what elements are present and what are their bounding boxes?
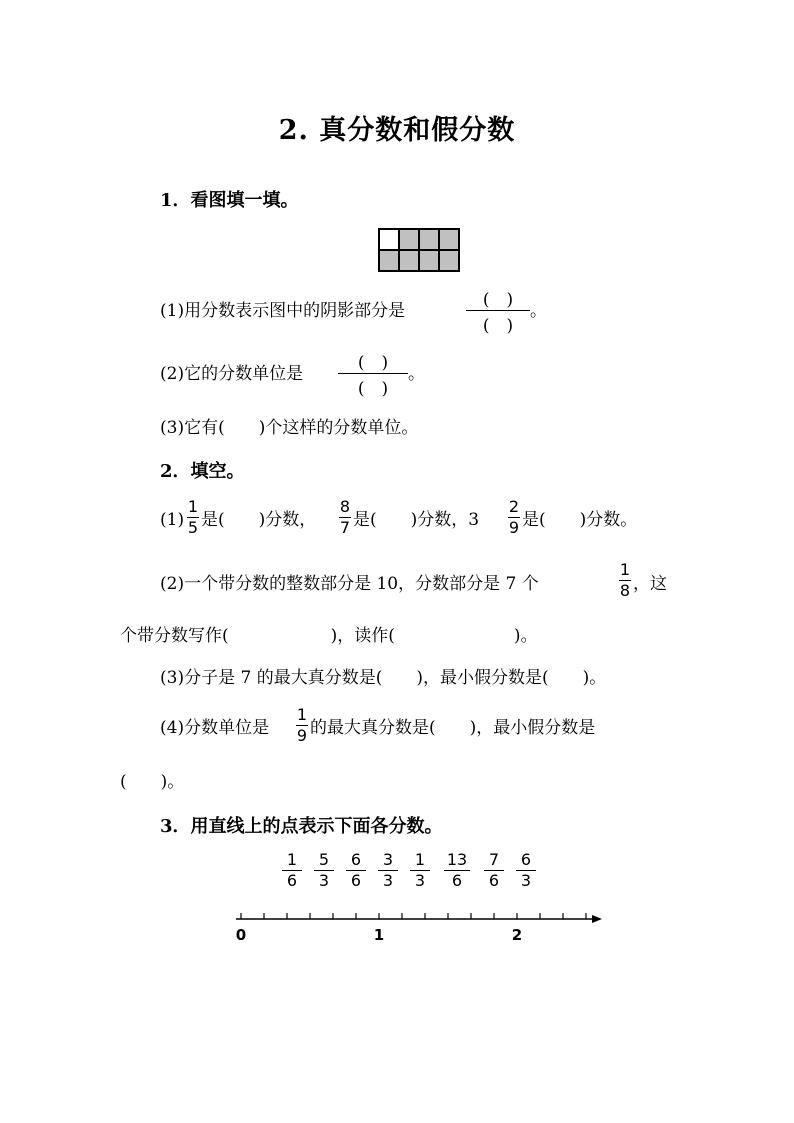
q3-fraction	[516, 850, 536, 891]
grid-cell-shaded	[419, 229, 439, 250]
grid-cell-shaded	[439, 250, 459, 271]
number-line-label-1: 1	[373, 926, 385, 944]
fraction-1-9	[296, 705, 308, 746]
q2-part4-text-b: 的最大真分数是( )，最小假分数是	[310, 718, 596, 738]
q2-part4-text-a: (4)分数单位是	[160, 718, 270, 738]
numerator: 13	[446, 850, 468, 869]
denominator: 5	[187, 518, 199, 537]
fraction-1-5	[187, 497, 199, 538]
denominator: 3	[382, 871, 394, 890]
grid-cell-shaded	[399, 229, 419, 250]
q2-part1-text-b: 是( )分数，	[201, 510, 317, 530]
page-title: 2. 真分数和假分数	[278, 115, 516, 146]
q3-fraction	[282, 850, 302, 891]
fraction-2-9	[508, 497, 520, 538]
numerator: 8	[339, 497, 351, 516]
blank-numerator[interactable]: ( )	[357, 353, 389, 373]
denominator: 7	[339, 518, 351, 537]
q1-part2-text: (2)它的分数单位是	[160, 364, 304, 384]
denominator: 6	[451, 871, 463, 890]
number-line-arrow	[592, 915, 602, 923]
q1-part1-text: (1)用分数表示图中的阴影部分是	[160, 301, 406, 321]
grid-cell-shaded	[399, 250, 419, 271]
blank-denominator[interactable]: ( )	[482, 316, 514, 336]
q2-part1-text-d: 是( )分数。	[522, 510, 638, 530]
numerator: 6	[520, 850, 532, 869]
denominator: 8	[619, 581, 631, 600]
q2-part1-prefix: (1)	[160, 510, 185, 530]
q3-fraction	[378, 850, 398, 891]
q2-part2-line2: 个带分数写作( )，读作( )。	[120, 626, 538, 646]
q2-part4-line2: ( )。	[120, 772, 185, 792]
q1-part3-text: (3)它有( )个这样的分数单位。	[160, 418, 419, 438]
q3-fraction	[410, 850, 430, 891]
numerator: 5	[318, 850, 330, 869]
question-3-label: 3．用直线上的点表示下面各分数。	[160, 816, 443, 837]
denominator: 6	[286, 871, 298, 890]
question-2-label: 2．填空。	[160, 461, 245, 482]
numerator: 3	[382, 850, 394, 869]
blank-numerator[interactable]: ( )	[482, 290, 514, 310]
q1-part1-blank-fraction[interactable]	[466, 285, 530, 336]
q3-fraction	[346, 850, 366, 891]
q1-part1-end: 。	[530, 301, 547, 321]
numerator: 1	[187, 497, 199, 516]
numerator: 1	[414, 850, 426, 869]
q2-part2-text-a: (2)一个带分数的整数部分是 10，分数部分是 7 个	[160, 574, 539, 594]
denominator: 9	[508, 518, 520, 537]
fraction-1-8	[619, 560, 631, 601]
number-line-label-0: 0	[235, 926, 247, 944]
numerator: 6	[350, 850, 362, 869]
denominator: 3	[318, 871, 330, 890]
numerator: 1	[296, 705, 308, 724]
grid-cell-shaded	[439, 229, 459, 250]
numerator: 1	[619, 560, 631, 579]
q1-part2-blank-fraction[interactable]	[338, 348, 408, 399]
q3-fraction	[314, 850, 334, 891]
question-1-label: 1．看图填一填。	[160, 190, 299, 211]
shaded-grid	[378, 228, 460, 272]
denominator: 6	[488, 871, 500, 890]
number-line-ticks	[241, 913, 586, 919]
number-line-label-2: 2	[511, 926, 523, 944]
numerator: 1	[286, 850, 298, 869]
blank-denominator[interactable]: ( )	[357, 379, 389, 399]
grid-cell	[379, 229, 399, 250]
fraction-8-7	[339, 497, 351, 538]
numerator: 2	[508, 497, 520, 516]
grid-cell-shaded	[379, 250, 399, 271]
q2-part1-text-c: 是( )分数，3	[353, 510, 480, 530]
q2-part2-text-b: ，这	[633, 574, 667, 594]
q3-fraction	[484, 850, 504, 891]
denominator: 6	[350, 871, 362, 890]
denominator: 3	[414, 871, 426, 890]
grid-cell-shaded	[419, 250, 439, 271]
denominator: 9	[296, 726, 308, 745]
q2-part3-text: (3)分子是 7 的最大真分数是( )，最小假分数是( )。	[160, 668, 607, 688]
denominator: 3	[520, 871, 532, 890]
q1-part2-end: 。	[408, 364, 425, 384]
q3-fraction	[444, 850, 470, 891]
numerator: 7	[488, 850, 500, 869]
number-line[interactable]	[230, 905, 610, 947]
